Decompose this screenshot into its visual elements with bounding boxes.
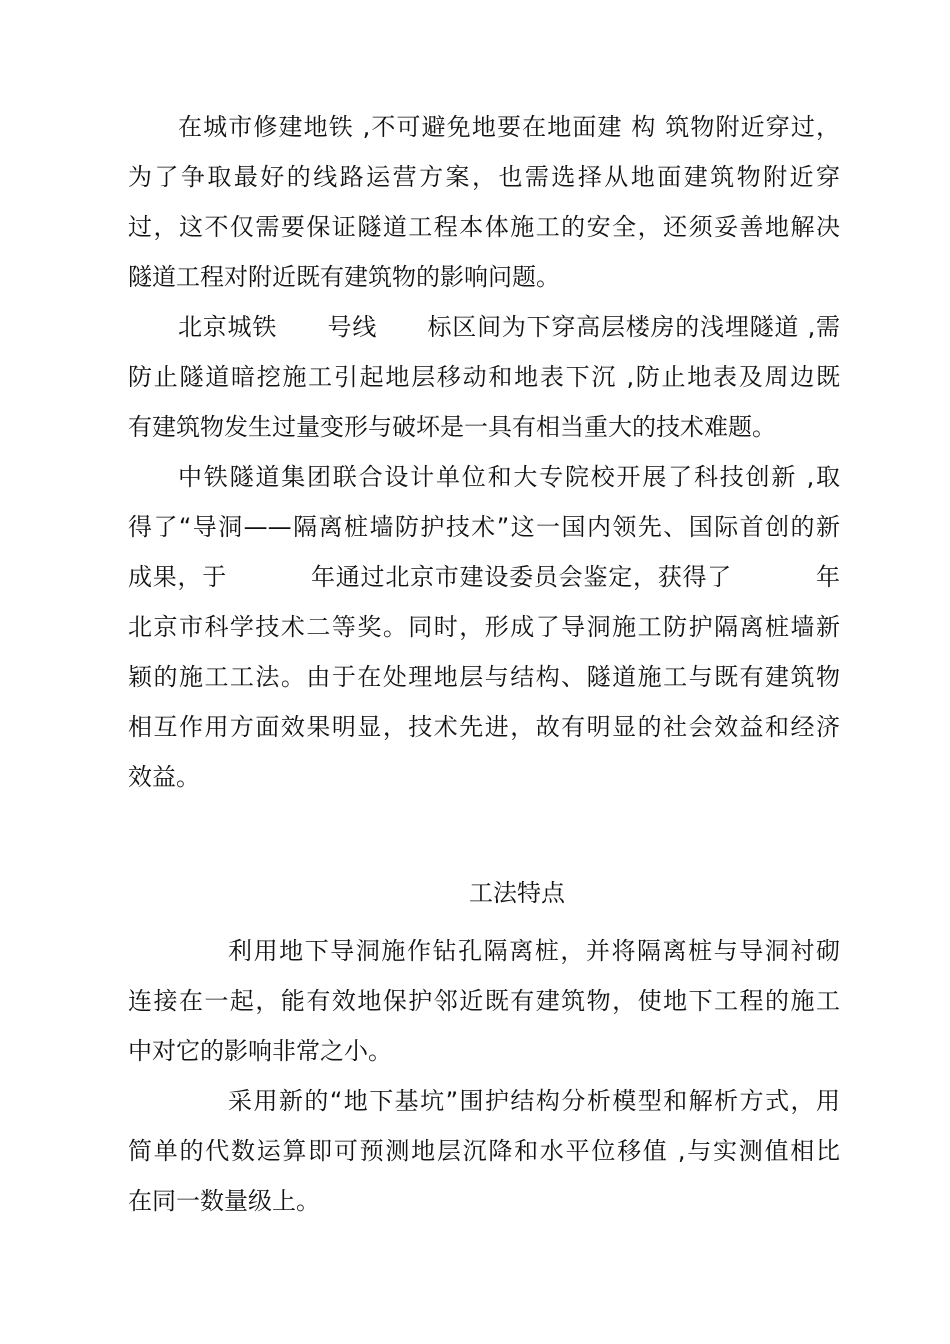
text-line: 利用地下导洞施作钻孔隔离桩，并将隔离桩与导洞衬砌	[228, 937, 840, 965]
text-line: 成果，于 年通过北京市建设委员会鉴定，获得了 年	[128, 563, 840, 591]
text-line: 防止隧道暗挖施工引起地层移动和地表下沉 ,防止地表及周边既	[128, 363, 840, 391]
text-line: 为了争取最好的线路运营方案，也需选择从地面建筑物附近穿	[128, 163, 840, 191]
text-line: 中铁隧道集团联合设计单位和大专院校开展了科技创新 ,取	[178, 463, 840, 491]
text-line: 北京城铁 号线 标区间为下穿高层楼房的浅埋隧道 ,需	[178, 313, 840, 341]
text-line: 采用新的“地下基坑”围护结构分析模型和解析方式，用	[228, 1087, 840, 1115]
text-line: 在同一数量级上。	[128, 1187, 320, 1215]
text-line: 简单的代数运算即可预测地层沉降和水平位移值 ,与实测值相比	[128, 1137, 840, 1165]
text-line: 相互作用方面效果明显，技术先进，故有明显的社会效益和经济	[128, 713, 840, 741]
text-line: 在城市修建地铁 ,不可避免地要在地面建 构 筑物附近穿过，	[178, 113, 840, 141]
text-line: 中对它的影响非常之小。	[128, 1037, 392, 1065]
section-heading: 工法特点	[469, 879, 565, 907]
text-line: 连接在一起，能有效地保护邻近既有建筑物，使地下工程的施工	[128, 987, 840, 1015]
text-line: 隧道工程对附近既有建筑物的影响问题。	[128, 263, 560, 291]
text-line: 有建筑物发生过量变形与破坏是一具有相当重大的技术难题。	[128, 413, 776, 441]
text-line: 得了“导洞——隔离桩墙防护技术”这一国内领先、国际首创的新	[128, 513, 840, 541]
text-line: 过，这不仅需要保证隧道工程本体施工的安全，还须妥善地解决	[128, 213, 840, 241]
text-line: 北京市科学技术二等奖。同时，形成了导洞施工防护隔离桩墙新	[128, 613, 840, 641]
text-line: 颖的施工工法。由于在处理地层与结构、隧道施工与既有建筑物	[128, 663, 840, 691]
text-line: 效益。	[128, 763, 200, 791]
